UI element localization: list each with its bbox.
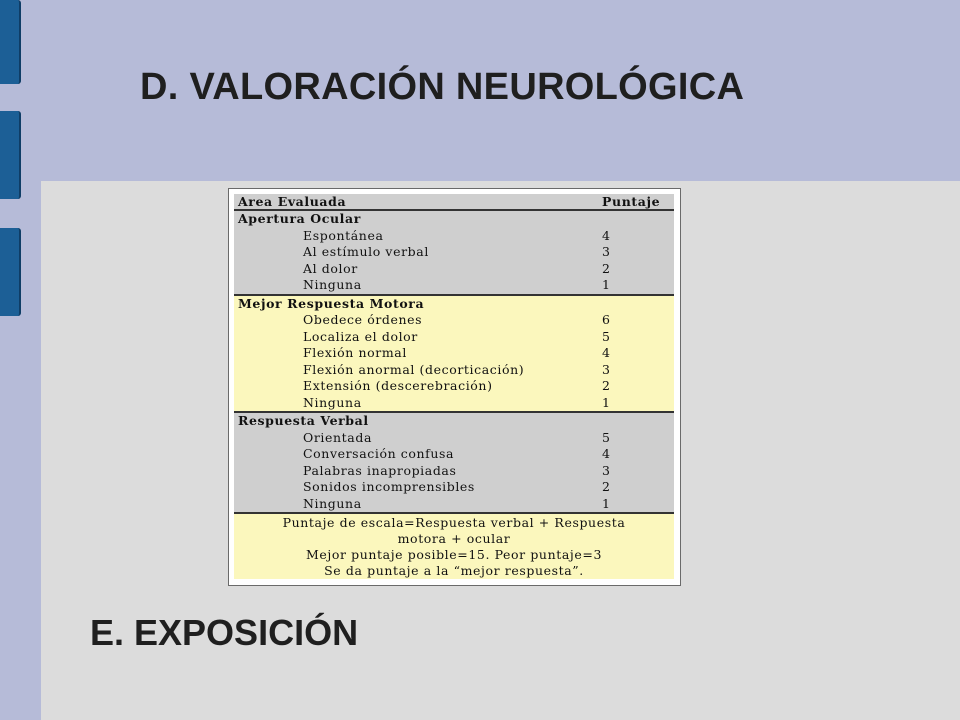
table-row (234, 479, 674, 496)
category-label: Respuesta Verbal (238, 413, 369, 428)
item-score: 3 (602, 361, 611, 377)
footnote-line: motora + ocular (397, 531, 511, 546)
item-score: 1 (602, 495, 611, 511)
item-label: Espontánea (303, 227, 384, 243)
section-eye-opening (234, 211, 674, 294)
item-score: 3 (602, 244, 611, 259)
decorative-accent-bar (0, 0, 21, 84)
table-row (234, 362, 674, 379)
table-row (234, 378, 674, 395)
item-label: Conversación confusa (303, 446, 455, 461)
item-score: 5 (602, 429, 611, 445)
item-score: 4 (602, 446, 611, 461)
decorative-accent-bar (0, 111, 21, 199)
item-label: Palabras inapropiadas (303, 462, 457, 478)
footnote-line: Se da puntaje a la “mejor respuesta”. (324, 563, 584, 578)
item-score: 6 (602, 312, 611, 327)
item-label: Ninguna (303, 495, 362, 511)
item-label: Sonidos incomprensibles (303, 479, 475, 494)
footnote-line: Mejor puntaje posible=15. Peor puntaje=3 (305, 547, 603, 562)
item-score: 2 (602, 260, 611, 276)
table-row (234, 430, 674, 447)
item-score: 4 (602, 227, 611, 243)
table-row (234, 496, 674, 513)
decorative-accent-bar (0, 228, 21, 316)
slide-title: D. VALORACIÓN NEUROLÓGICA (140, 66, 745, 108)
table-row (234, 329, 674, 346)
category-label: Apertura Ocular (238, 211, 361, 226)
section-verbal-response (234, 411, 674, 512)
table-row (234, 463, 674, 480)
item-score: 5 (602, 328, 611, 344)
table-row (234, 395, 674, 412)
item-label: Orientada (303, 429, 372, 445)
table-header-row (234, 194, 674, 211)
section-heading-exposure: E. EXPOSICIÓN (90, 612, 359, 653)
item-score: 1 (602, 277, 611, 292)
category-label: Mejor Respuesta Motora (238, 295, 425, 311)
item-score: 3 (602, 462, 611, 478)
item-label: Ninguna (303, 394, 362, 410)
item-score: 2 (602, 479, 611, 494)
item-label: Obedece órdenes (303, 312, 423, 327)
table-row (234, 277, 674, 294)
score-column-header: Puntaje (602, 194, 661, 209)
table-row (234, 261, 674, 278)
glasgow-scale-table (228, 188, 681, 586)
item-label: Ninguna (303, 277, 362, 292)
table-row (234, 446, 674, 463)
table-row (234, 345, 674, 362)
item-label: Flexión normal (303, 345, 407, 360)
item-label: Al estímulo verbal (303, 244, 429, 259)
item-label: Al dolor (303, 260, 358, 276)
item-score: 1 (602, 394, 611, 410)
item-score: 4 (602, 345, 611, 360)
item-score: 2 (602, 378, 611, 393)
table-row (234, 312, 674, 329)
item-label: Extensión (descerebración) (303, 378, 493, 393)
section-motor-response (234, 294, 674, 412)
table-row (234, 244, 674, 261)
scale-footnote (234, 512, 674, 579)
footnote-line: Puntaje de escala=Respuesta verbal + Respuesta (282, 515, 626, 530)
table-row (234, 228, 674, 245)
item-label: Flexión anormal (decorticación) (303, 361, 525, 377)
item-label: Localiza el dolor (303, 328, 418, 344)
area-column-header: Area Evaluada (238, 194, 347, 209)
